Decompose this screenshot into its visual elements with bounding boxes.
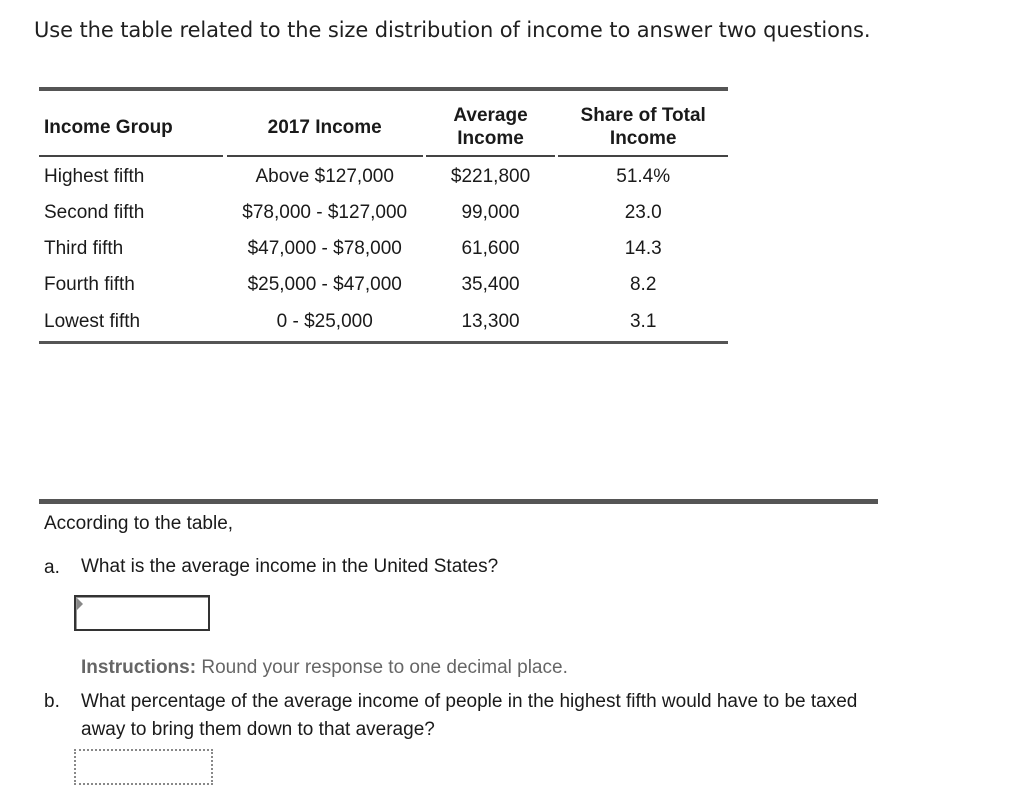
cell-income-group: Third fifth [44, 238, 124, 259]
table-row [39, 231, 728, 267]
header-average-income [426, 89, 554, 156]
header-share-line1: Share of Total [580, 105, 706, 126]
cell-income-group: Lowest fifth [39, 303, 223, 343]
cell-share: 23.0 [624, 202, 662, 223]
question-b-letter: b. [44, 691, 60, 712]
instructions-body: Round your response to one decimal place. [201, 657, 568, 678]
page-heading: Use the table related to the size distribution of income to answer two questions. [34, 18, 871, 42]
input-flag-icon [77, 598, 83, 610]
cell-average-income: 35,400 [461, 274, 520, 295]
header-share-line2: Income [609, 128, 677, 149]
income-distribution-table [39, 87, 728, 344]
answer-b-input[interactable] [74, 749, 213, 785]
table-header-row [39, 89, 728, 156]
instructions-label: Instructions: [81, 657, 197, 678]
question-b-text: What percentage of the average income of people in the highest fifth would have to be taxed away to bring them down to that average? [81, 691, 858, 740]
cell-average-income: 99,000 [461, 202, 520, 223]
cell-share: 3.1 [558, 303, 728, 343]
answer-a-input[interactable] [74, 595, 210, 631]
table-row [39, 303, 728, 343]
cell-income-range: $25,000 - $47,000 [247, 274, 402, 295]
cell-income-group: Second fifth [44, 202, 145, 223]
cell-share: 14.3 [624, 238, 662, 259]
cell-average-income: 61,600 [461, 238, 520, 259]
header-average-line2: Income [457, 128, 524, 149]
cell-income-range: $47,000 - $78,000 [247, 238, 402, 259]
cell-income-group: Fourth fifth [44, 274, 135, 295]
cell-income-range: $78,000 - $127,000 [242, 202, 408, 223]
cell-income-group: Highest fifth [44, 166, 145, 187]
header-income-group: Income Group [39, 89, 223, 156]
cell-average-income: $221,800 [450, 166, 531, 187]
cell-income-range: Above $127,000 [255, 166, 394, 187]
cell-average-income: 13,300 [426, 303, 554, 343]
cell-income-range: 0 - $25,000 [227, 303, 423, 343]
question-section-divider [39, 499, 878, 504]
header-2017-income: 2017 Income [227, 89, 423, 156]
table-row [39, 267, 728, 303]
header-average-line1: Average [453, 105, 528, 126]
instructions-text [81, 657, 568, 679]
cell-share: 8.2 [629, 274, 657, 295]
cell-share: 51.4% [616, 166, 671, 187]
question-a-letter: a. [44, 557, 60, 578]
question-a-text: What is the average income in the United States? [81, 556, 499, 577]
table-row [39, 195, 728, 231]
table-row [39, 156, 728, 195]
header-share-of-total [558, 89, 728, 156]
question-intro: According to the table, [44, 513, 234, 534]
